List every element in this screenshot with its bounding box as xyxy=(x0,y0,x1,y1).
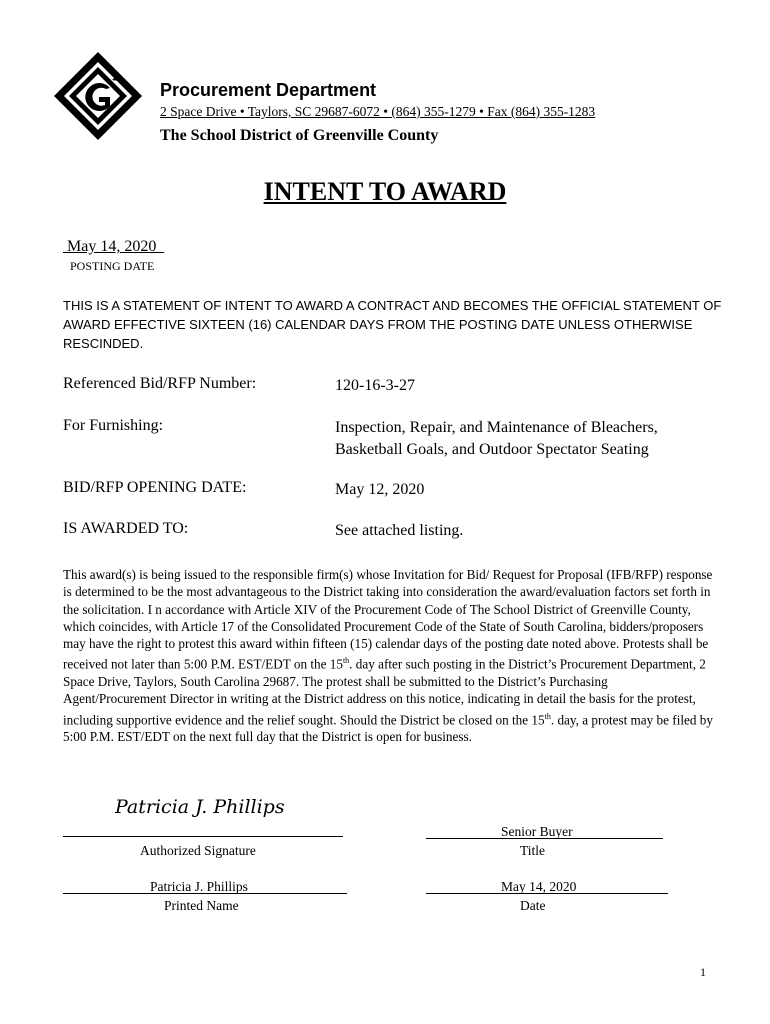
reference-number-label: Referenced Bid/RFP Number: xyxy=(63,375,257,392)
title-line xyxy=(426,838,663,839)
title-value: Senior Buyer xyxy=(501,824,573,839)
posting-date: May 14, 2020 xyxy=(63,238,165,255)
handwritten-signature: Patricia J. Phillips xyxy=(115,796,285,818)
date-caption: Date xyxy=(520,898,546,913)
furnishing-value xyxy=(335,417,735,461)
protest-text-1: This award(s) is being issued to the responsible firm(s) whose Invitation for Bid/ Request for Proposal (IFB/RFP) response is determined to be the most advantageous to the District taking into consideration the award/evaluation factors set forth in the solicitation. I n accordance with Article XIV of the Procurement Code of The School District of Greenville County, which coincides, with Article 17 of the Consolidated Procurement Code of the State of South Carolina, bidders/proposers may have the right to protest this award within fifteen (15) calendar days of the posting date noted above. Protests shall be received not later than 5:00 P.M. EST/EDT on the 15 xyxy=(63,567,713,672)
date-value: May 14, 2020 xyxy=(501,879,577,894)
printed-name-line xyxy=(63,893,347,894)
intent-statement: THIS IS A STATEMENT OF INTENT TO AWARD A CONTRACT AND BECOMES THE OFFICIAL STATEMENT OF AWARD EFFECTIVE SIXTEEN (16) CALENDAR DAYS FROM THE POSTING DATE UNLESS OTHERWISE RESCINDED. xyxy=(63,298,722,351)
superscript-th: th xyxy=(342,656,350,666)
protest-text-2: . day after such posting in the District’s Procurement Department, 2 Space Drive, Taylors, South Carolina 29687. The protest shall be submitted to the District’s Purchasing Agent/Procurement Director in writing at the District address on this notice, indicating in detail the basis for the protest, including supportive evidence and the relief sought. Should the District be closed on the 15 xyxy=(63,656,706,728)
department-address: 2 Space Drive • Taylors, SC 29687-6072 • (864) 355-1279 • Fax (864) 355-1283 xyxy=(160,104,596,119)
title-caption: Title xyxy=(520,843,546,858)
greenville-g-logo-icon xyxy=(52,50,144,142)
furnishing-value-line-1: Inspection, Repair, and Maintenance of Bleachers, xyxy=(335,419,658,436)
awarded-to-label: IS AWARDED TO: xyxy=(63,520,189,537)
page-number: 1 xyxy=(700,965,706,979)
printed-name-value: Patricia J. Phillips xyxy=(150,879,248,894)
furnishing-value-line-2: Basketball Goals, and Outdoor Spectator Seating xyxy=(335,441,649,458)
authorized-signature-caption: Authorized Signature xyxy=(140,843,256,858)
protest-text-3: . day, a protest may be filed by 5:00 P.M. EST/EDT on the next full day that the District is open for business. xyxy=(63,712,713,745)
printed-name-caption: Printed Name xyxy=(164,898,239,913)
district-name: The School District of Greenville County xyxy=(160,127,439,144)
reference-number-value: 120-16-3-27 xyxy=(335,377,415,394)
district-logo xyxy=(52,50,144,142)
protest-paragraph xyxy=(63,566,713,746)
opening-date-label: BID/RFP OPENING DATE: xyxy=(63,479,247,496)
signature-line xyxy=(63,836,343,837)
date-line xyxy=(426,893,668,894)
posting-date-label: POSTING DATE xyxy=(70,259,155,273)
superscript-th: th xyxy=(544,711,551,721)
awarded-to-value: See attached listing. xyxy=(335,522,464,539)
department-name: Procurement Department xyxy=(160,80,377,100)
furnishing-label: For Furnishing: xyxy=(63,417,164,434)
opening-date-value: May 12, 2020 xyxy=(335,481,425,498)
document-title: INTENT TO AWARD xyxy=(263,177,507,206)
